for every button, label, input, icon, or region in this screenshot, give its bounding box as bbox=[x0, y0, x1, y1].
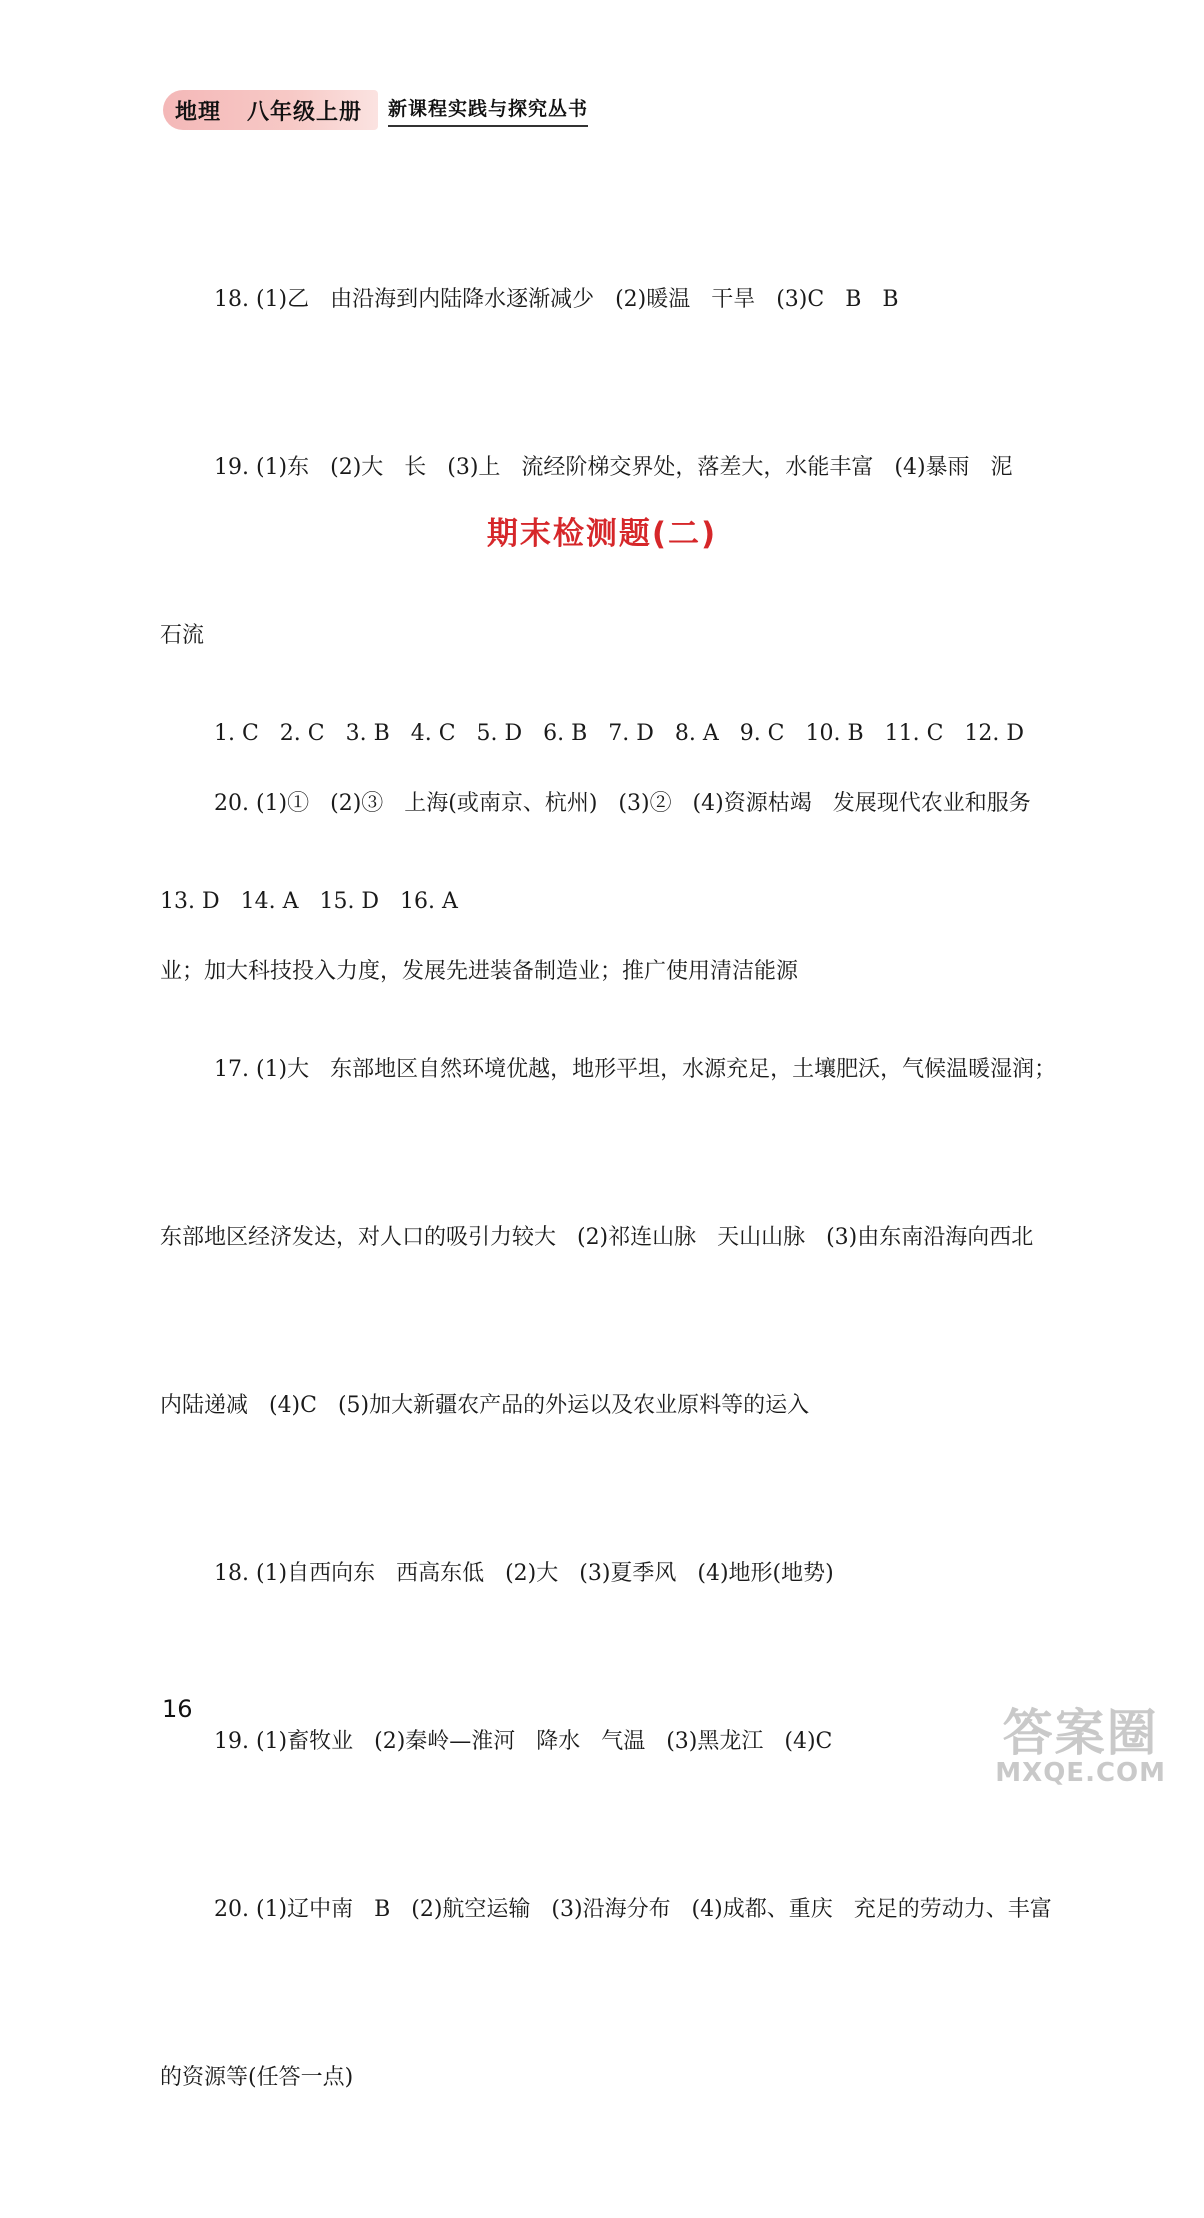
answer-line: 19. (1)畜牧业 (2)秦岭—淮河 降水 气温 (3)黑龙江 (4)C bbox=[214, 1729, 833, 1754]
answer-line: 19. (1)东 (2)大 长 (3)上 流经阶梯交界处，落差大，水能丰富 (4)暴雨 泥 bbox=[214, 455, 1013, 480]
header-tab bbox=[163, 90, 378, 130]
answers-part2 bbox=[160, 594, 1120, 2218]
answer-line: 业；加大科技投入力度，发展先进装备制造业；推广使用清洁能源 bbox=[160, 959, 799, 984]
answer-line: 内陆递减 (4)C (5)加大新疆农产品的外运以及农业原料等的运入 bbox=[160, 1393, 810, 1418]
page-number: 16 bbox=[162, 1695, 193, 1723]
answer-line: 13. D 14. A 15. D 16. A bbox=[160, 889, 458, 914]
header-grade: 八年级上册 bbox=[247, 99, 363, 125]
page-header bbox=[163, 90, 588, 130]
answer-line: 18. (1)乙 由沿海到内陆降水逐渐减少 (2)暖温 干旱 (3)C B B bbox=[214, 287, 899, 312]
answer-line: 20. (1)辽中南 B (2)航空运输 (3)沿海分布 (4)成都、重庆 充足的劳动力、丰富 bbox=[214, 1897, 1052, 1922]
header-subject: 地理 bbox=[175, 99, 222, 125]
answer-line: 1. C 2. C 3. B 4. C 5. D 6. B 7. D 8. A 9. C 10. B 11. C 12. D bbox=[214, 721, 1025, 746]
answer-line: 石流 bbox=[160, 623, 205, 648]
answer-line: 东部地区经济发达，对人口的吸引力较大 (2)祁连山脉 天山山脉 (3)由东南沿海向西北 bbox=[160, 1225, 1034, 1250]
header-series: 新课程实践与探究丛书 bbox=[388, 94, 588, 127]
watermark-url: MXQE.COM bbox=[995, 1758, 1166, 1788]
section-title: 期末检测题(二) bbox=[486, 516, 718, 552]
answer-line: 的资源等(任答一点) bbox=[160, 2065, 354, 2090]
answer-line: 20. (1)① (2)③ 上海(或南京、杭州) (3)② (4)资源枯竭 发展现代农业和服务 bbox=[214, 791, 1031, 816]
answer-line: 18. (1)自西向东 西高东低 (2)大 (3)夏季风 (4)地形(地势) bbox=[214, 1561, 834, 1586]
watermark-logo bbox=[995, 1704, 1166, 1788]
watermark-mark: 答案圈 bbox=[1002, 1704, 1159, 1762]
answer-line: 17. (1)大 东部地区自然环境优越，地形平坦，水源充足，土壤肥沃，气候温暖湿润； bbox=[214, 1057, 1057, 1082]
